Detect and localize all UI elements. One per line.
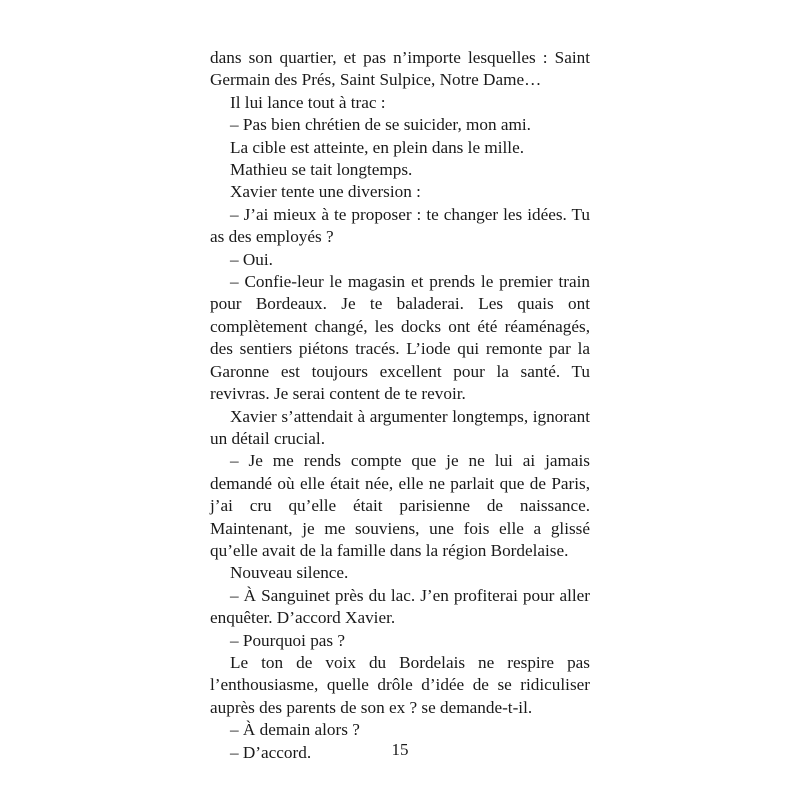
paragraph: – Pourquoi pas ?	[230, 630, 346, 650]
paragraph: – D’accord.	[230, 742, 312, 762]
paragraph: La cible est atteinte, en plein dans le mille.	[230, 137, 524, 157]
paragraph: – Je me rends compte que je ne lui ai jamais demandé où elle était née, elle ne parlait que de Paris, j’ai cru qu’elle était parisienne de naissance. Maintenant, je me souviens, une fois elle a glissé qu’elle avait de la famille dans la région Bordelaise.	[210, 451, 590, 560]
paragraph: Nouveau silence.	[230, 563, 349, 583]
page-body	[210, 47, 590, 764]
page-number: 15	[391, 740, 409, 759]
paragraph: dans son quartier, et pas n’importe lesquelles : Saint Germain des Prés, Saint Sulpice, Notre Dame…	[210, 48, 590, 90]
paragraph: – Confie-leur le magasin et prends le premier train pour Bordeaux. Je te baladerai. Les quais ont complètement changé, les docks ont été réaménagés, des sentiers piétons tracés. L’iode qui remonte par la Garonne est toujours excellent pour la santé. Tu revivras. Je serai content de te revoir.	[210, 272, 590, 404]
paragraph: – Oui.	[230, 249, 273, 269]
paragraph: Mathieu se tait longtemps.	[230, 160, 413, 180]
paragraph: Xavier s’attendait à argumenter longtemps, ignorant un détail crucial.	[210, 406, 590, 448]
paragraph: Xavier tente une diversion :	[230, 182, 421, 202]
paragraph: – Pas bien chrétien de se suicider, mon ami.	[230, 115, 531, 135]
paragraph: – À Sanguinet près du lac. J’en profiterai pour aller enquêter. D’accord Xavier.	[210, 585, 590, 628]
paragraph: Le ton de voix du Bordelais ne respire pas l’enthousiasme, quelle drôle d’idée de se ridiculiser auprès des parents de son ex ? se demande-t-il.	[210, 652, 590, 717]
paragraph: – J’ai mieux à te proposer : te changer les idées. Tu as des employés ?	[210, 204, 590, 247]
paragraph: – À demain alors ?	[230, 720, 360, 740]
paragraph: Il lui lance tout à trac :	[230, 92, 386, 112]
